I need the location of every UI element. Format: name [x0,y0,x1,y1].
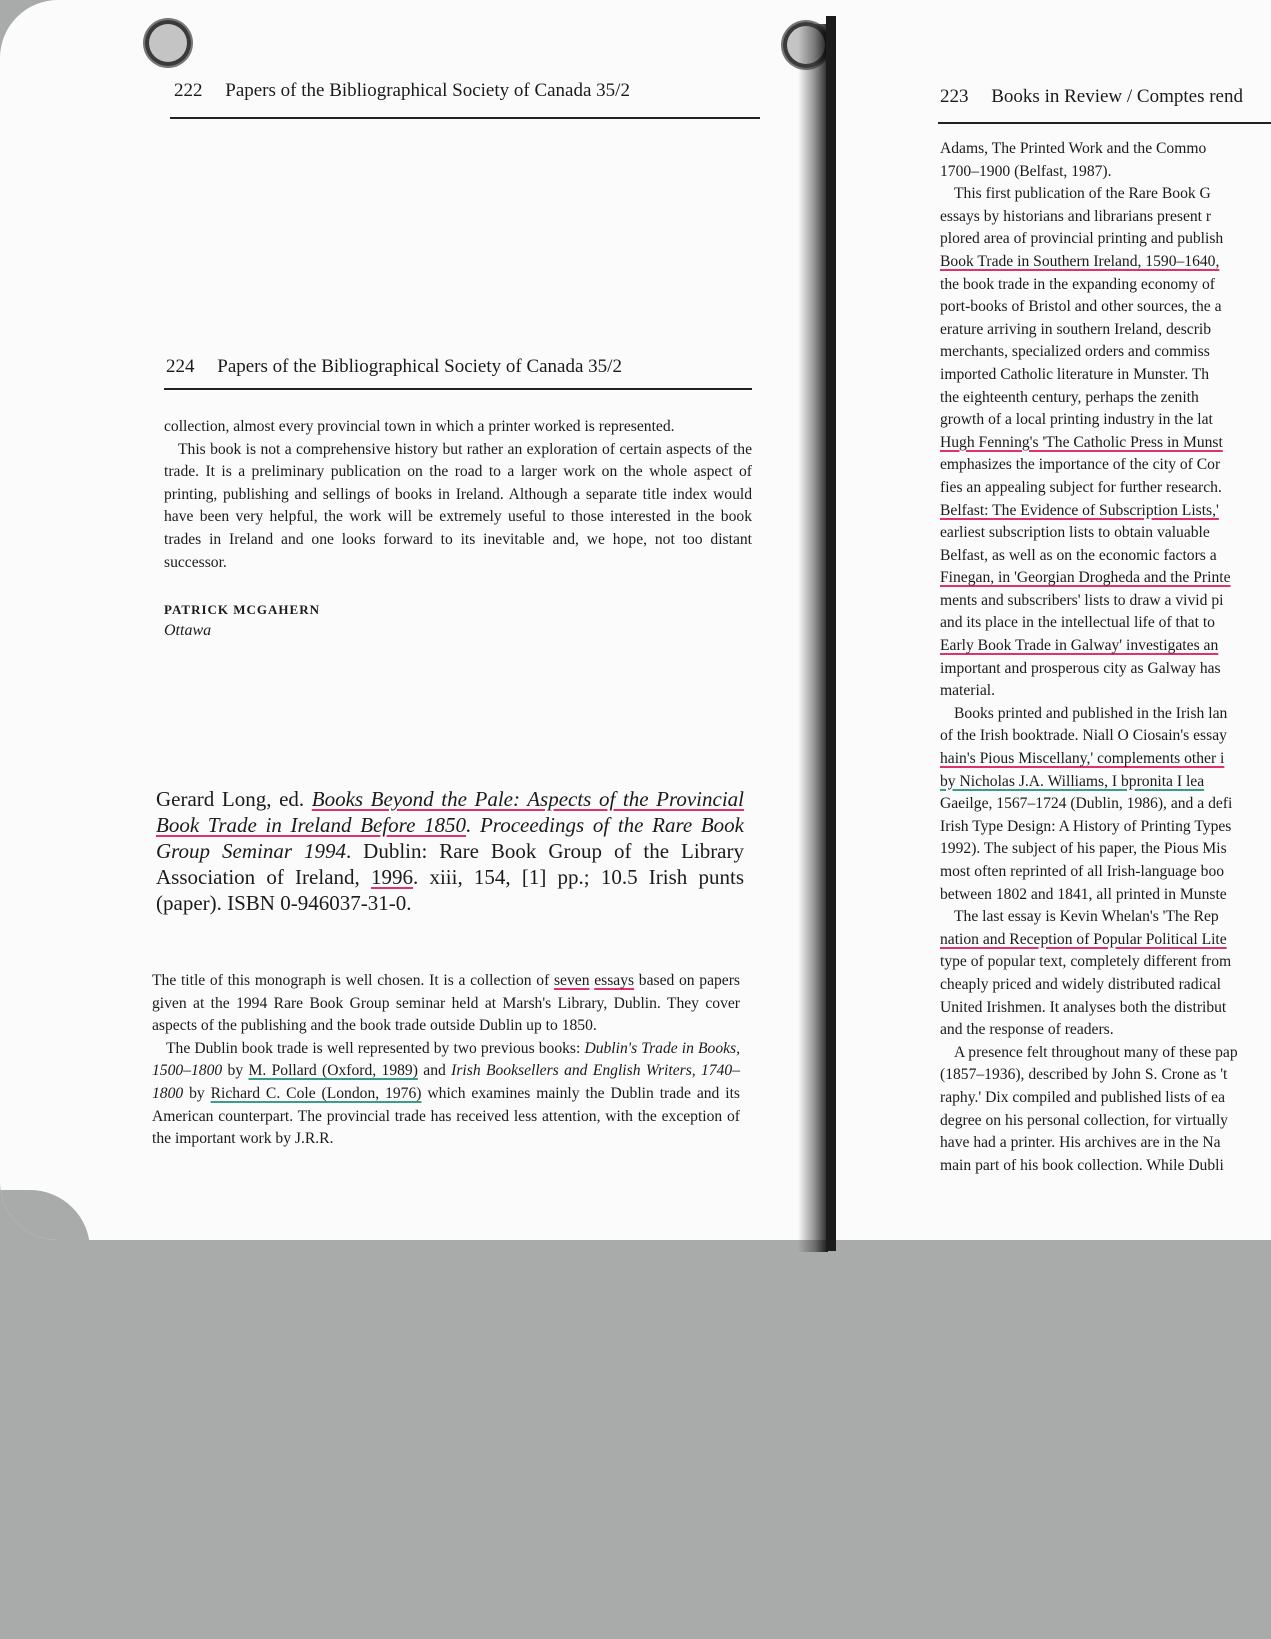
text-line: Early Book Trade in Galway' investigates an [940,637,1219,655]
punch-hole-left [145,20,191,66]
page-number: 222 [174,80,203,101]
text-line: 1700–1900 (Belfast, 1987). [940,162,1112,180]
text-line: and the response of readers. [940,1021,1114,1039]
text-line: have had a printer. His archives are in the Na [940,1134,1221,1152]
running-head-top [174,80,630,102]
text-run: by [222,1062,249,1080]
text-line: Hugh Fenning's 'The Catholic Press in Munst [940,433,1223,451]
text-line: main part of his book collection. While Dubli [940,1156,1224,1174]
text-line: cheaply priced and widely distributed radical [940,975,1222,993]
running-title: Papers of the Bibliographical Society of Canada 35/2 [217,356,622,377]
reviewer-name: PATRICK MCGAHERN [164,602,320,617]
text-line: erature arriving in southern Ireland, describ [940,320,1212,338]
pub-year: 1996 [370,865,413,889]
text-line: earliest subscription lists to obtain valuable [940,524,1210,542]
text-line: A presence felt throughout many of these pap [954,1043,1238,1061]
page-number: 224 [166,356,195,377]
text-line: The last essay is Kevin Whelan's 'The Rep [954,908,1219,926]
text-line: Adams, The Printed Work and the Commo [940,140,1207,157]
text-line: Belfast, as well as on the economic factors a [940,546,1217,564]
highlight-reference: Richard C. Cole (London, 1976) [210,1084,422,1102]
review-continuation [164,416,752,574]
text-line: of the Irish booktrade. Niall O Ciosain's essay [940,727,1227,745]
text-line: Finegan, in 'Georgian Drogheda and the Printe [940,569,1231,587]
review-body [152,970,740,1151]
text-line: imported Catholic literature in Munster. Th [940,365,1210,383]
text-line: type of popular text, completely different from [940,953,1232,971]
running-title: Books in Review / Comptes rend [991,86,1243,107]
paragraph: This book is not a comprehensive history but rather an exploration of certain aspects of the trade. It is a preliminary publication on the road to a larger work on the whole aspect of printing, publishing and sellings of books in Ireland. Although a separate title index would have been very helpful, the work will be extremely useful to those interested in the book trades in Ireland and one looks forward to its inevitable and, we hope, not too distant successor. [164,440,752,571]
text-line: merchants, specialized orders and commiss [940,343,1210,361]
text-line: between 1802 and 1841, all printed in Munste [940,885,1227,903]
imprint: . Dublin: Rare Book Group of the Library Association of Ireland, [156,839,744,889]
text-line: material. [940,682,995,700]
text-line: (1857–1936), described by John S. Crone as 't [940,1066,1228,1084]
text-run: and [417,1062,452,1080]
pub-details: . xiii, 154, [1] pp.; 10.5 Irish punts (paper). ISBN 0-946037-31-0. [156,865,744,915]
text-line: Books printed and published in the Irish lan [954,704,1228,722]
text-line: most often reprinted of all Irish-language boo [940,863,1225,880]
text-line: plored area of provincial printing and publish [940,230,1224,248]
right-page-text [940,138,1271,1177]
text-run: based on papers given at the 1994 Rare Book Group seminar held at Marsh's Library, Dublin. They cover aspects of the publishing and the book trade outside Dublin up to 1850. [152,972,740,1035]
text-line: raphy.' Dix compiled and published lists of ea [940,1088,1226,1106]
text-run: which examines mainly the Dublin trade and its American counterpart. The provincial trade has received less attention, with the exception of the important work by J.R.R. [152,1084,740,1148]
running-title: Papers of the Bibliographical Society of Canada 35/2 [225,80,630,101]
text-line: and its place in the intellectual life of that to [940,614,1215,632]
review-heading [156,786,744,916]
paragraph: collection, almost every provincial town in which a printer worked is represented. [164,418,675,435]
text-line: Irish Type Design: A History of Printing Types [940,817,1232,835]
text-line: Book Trade in Southern Ireland, 1590–1640, [940,252,1220,270]
text-line: ments and subscribers' lists to draw a vivid pi [940,591,1224,609]
text-line: port-books of Bristol and other sources, the a [940,298,1222,316]
text-line: growth of a local printing industry in the lat [940,411,1213,429]
spine-shadow [798,24,828,1252]
text-line: This first publication of the Rare Book G [954,185,1211,203]
book-title: Dublin's Trade in Books, 1500–1800 [152,1039,740,1080]
text-line: nation and Reception of Popular Political Lite [940,930,1227,948]
header-rule-right [938,122,1271,124]
book-spine [826,16,836,1251]
text-line: hain's Pious Miscellany,' complements other i [940,750,1225,768]
paragraph [152,970,740,1038]
header-rule-mid [164,388,752,390]
highlight-seven: seven [553,972,590,989]
text-line: fies an appealing subject for further research. [940,478,1222,496]
highlight-reference: M. Pollard (Oxford, 1989) [248,1062,418,1080]
text-line: degree on his personal collection, for virtually [940,1111,1228,1129]
header-rule-top [170,117,760,119]
page-number: 223 [940,86,969,107]
text-line: important and prosperous city as Galway has [940,659,1221,677]
reviewer-signature [164,602,320,640]
text-line: Gaeilge, 1567–1724 (Dublin, 1986), and a defi [940,795,1233,813]
text-run: The Dublin book trade is well represented by two previous books: [166,1039,585,1057]
editor: Gerard Long, ed. [156,787,312,811]
text-run: The title of this monograph is well chosen. It is a collection of [152,972,554,989]
text-line: 1992). The subject of his paper, the Pious Mis [940,840,1227,858]
series: . Proceedings of the Rare Book Group Seminar 1994 [156,813,744,863]
text-line: emphasizes the importance of the city of Cor [940,456,1221,474]
text-line: United Irishmen. It analyses both the distribut [940,998,1227,1016]
sheet-corner-fold [0,1190,90,1240]
text-line: essays by historians and librarians present r [940,207,1212,225]
paragraph [152,1038,740,1151]
running-head-mid [166,356,622,378]
text-run: by [183,1084,211,1102]
text-line: Belfast: The Evidence of Subscription Lists,' [940,501,1219,519]
text-line: the eighteenth century, perhaps the zenith [940,388,1199,406]
text-line: the book trade in the expanding economy of [940,275,1215,293]
highlight-essays: essays [594,972,635,989]
book-title: Books Beyond the Pale: Aspects of the Provincial Book Trade in Ireland Before 1850 [156,787,744,837]
running-head-right [940,86,1243,108]
text-line: by Nicholas J.A. Williams, I bpronita I lea [940,772,1205,790]
reviewer-place: Ottawa [164,622,212,639]
book-title: Irish Booksellers and English Writers, 1740–1800 [152,1062,741,1102]
